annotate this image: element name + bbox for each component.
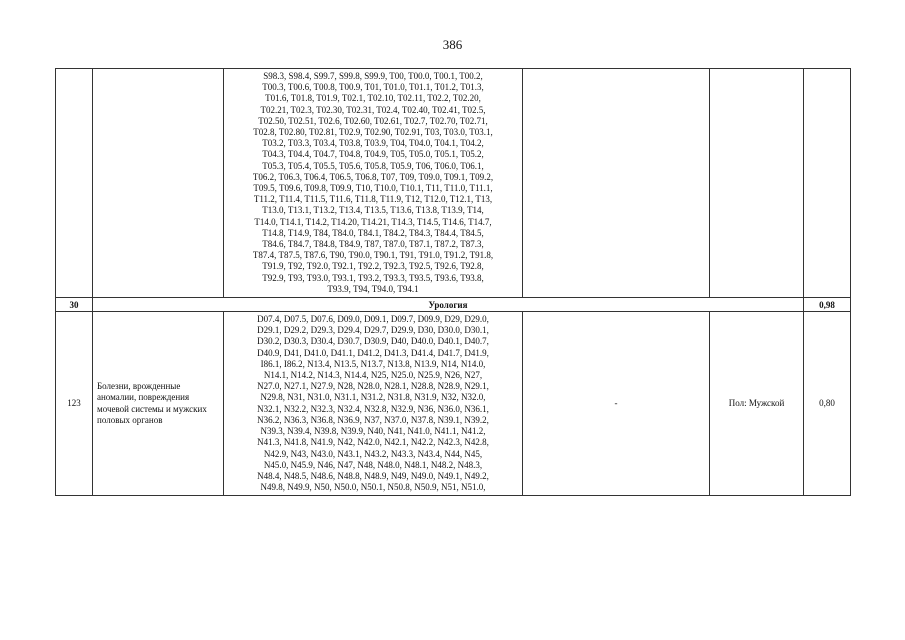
codes-line: T02.8, T02.80, T02.81, T02.9, T02.90, T02.91, T03, T03.0, T03.1, <box>253 127 493 138</box>
section-coefficient: 0,98 <box>804 298 851 312</box>
page-number: 386 <box>442 37 463 52</box>
codes-line: N45.0, N45.9, N46, N47, N48, N48.0, N48.1, N48.2, N48.3, <box>263 459 483 470</box>
disease-name: Болезни, врожденные аномалии, повреждения мочевой системы и мужских половых органов <box>93 312 224 496</box>
codes-line: T09.5, T09.6, T09.8, T09.9, T10, T10.0, T10.1, T11, T11.0, T11.1, <box>253 183 493 194</box>
codes-line: S98.3, S98.4, S99.7, S99.8, S99.9, T00, T00.0, T00.1, T00.2, <box>263 71 483 81</box>
codes-line: T06.2, T06.3, T06.4, T06.5, T06.8, T07, T09, T09.0, T09.1, T09.2, <box>252 171 494 182</box>
codes-line: I86.1, I86.2, N13.4, N13.5, N13.7, N13.8, N13.9, N14, N14.0, <box>260 358 486 369</box>
codes-line: T87.4, T87.5, T87.6, T90, T90.0, T90.1, T91, T91.0, T91.2, T91.8, <box>252 250 494 261</box>
codes-line: N39.3, N39.4, N39.8, N39.9, N40, N41, N41.0, N41.1, N41.2, <box>260 426 486 437</box>
codes-line: T92.9, T93, T93.0, T93.1, T93.2, T93.3, T93.5, T93.6, T93.8, <box>262 272 484 283</box>
codes-line: N27.0, N27.1, N27.9, N28, N28.0, N28.1, N28.8, N28.9, N29.1, <box>257 381 489 392</box>
codes-line: D29.1, D29.2, D29.3, D29.4, D29.7, D29.9, D30, D30.0, D30.1, <box>257 325 489 336</box>
ksg-table <box>55 68 851 496</box>
codes-line: N48.4, N48.5, N48.6, N48.8, N48.9, N49, N49.0, N49.1, N49.2, <box>257 470 489 481</box>
codes-line: T93.9, T94, T94.0, T94.1 <box>327 283 419 294</box>
operations-value: - <box>523 312 710 496</box>
codes-line: T01.6, T01.8, T01.9, T02.1, T02.10, T02.11, T02.2, T02.20, <box>265 93 481 104</box>
codes-line: T91.9, T92, T92.0, T92.1, T92.2, T92.3, T92.5, T92.6, T92.8, <box>262 261 484 272</box>
number-cell <box>56 69 93 298</box>
codes-line: N42.9, N43, N43.0, N43.1, N43.2, N43.3, N43.4, N44, N45, <box>263 448 483 459</box>
operations-cell <box>523 69 710 298</box>
section-row <box>56 298 851 312</box>
codes-line: D07.4, D07.5, D07.6, D09.0, D09.1, D09.7, D09.9, D29, D29.0, <box>257 314 489 325</box>
codes-line: D30.2, D30.3, D30.4, D30.7, D30.9, D40, D40.0, D40.1, D40.7, <box>257 336 489 347</box>
codes-line: T04.3, T04.4, T04.7, T04.8, T04.9, T05, T05.0, T05.1, T05.2, <box>262 149 484 160</box>
codes-line: N14.1, N14.2, N14.3, N14.4, N25, N25.0, N25.9, N26, N27, <box>263 370 483 381</box>
section-title: Урология <box>93 298 804 312</box>
codes-line: T03.2, T03.3, T03.4, T03.8, T03.9, T04, T04.0, T04.1, T04.2, <box>262 138 484 149</box>
continuation-row <box>56 69 851 298</box>
codes-line: N41.3, N41.8, N41.9, N42, N42.0, N42.1, N42.2, N42.3, N42.8, <box>257 437 489 448</box>
codes-line: T84.6, T84.7, T84.8, T84.9, T87, T87.0, T87.1, T87.2, T87.3, <box>262 239 484 250</box>
criteria-value: Пол: Мужской <box>710 312 804 496</box>
coefficient-value: 0,80 <box>804 312 851 496</box>
disease-cell <box>93 69 224 298</box>
codes-line: T11.2, T11.4, T11.5, T11.6, T11.8, T11.9, T12, T12.0, T12.1, T13, <box>253 194 493 205</box>
codes-line: N32.1, N32.2, N32.3, N32.4, N32.8, N32.9, N36, N36.0, N36.1, <box>257 403 489 414</box>
criteria-cell <box>710 69 804 298</box>
codes-line: T14.8, T14.9, T84, T84.0, T84.1, T84.2, T84.3, T84.4, T84.5, <box>262 227 484 238</box>
codes-list <box>227 71 519 295</box>
codes-line: N29.8, N31, N31.0, N31.1, N31.2, N31.8, N31.9, N32, N32.0, <box>260 392 486 403</box>
codes-line: T05.3, T05.4, T05.5, T05.6, T05.8, T05.9, T06, T06.0, T06.1, <box>262 160 484 171</box>
row-number: 123 <box>56 312 93 496</box>
codes-line: T13.0, T13.1, T13.2, T13.4, T13.5, T13.6, T13.8, T13.9, T14, <box>262 205 484 216</box>
section-number: 30 <box>56 298 93 312</box>
codes-list <box>227 314 519 493</box>
codes-line: T14.0, T14.1, T14.2, T14.20, T14.21, T14.3, T14.5, T14.6, T14.7, <box>254 216 492 227</box>
codes-line: N36.2, N36.3, N36.8, N36.9, N37, N37.0, N37.8, N39.1, N39.2, <box>257 414 489 425</box>
codes-cell <box>224 312 523 496</box>
codes-line: T00.3, T00.6, T00.8, T00.9, T01, T01.0, T01.1, T01.2, T01.3, <box>262 82 484 93</box>
codes-line: D40.9, D41, D41.0, D41.1, D41.2, D41.3, D41.4, D41.7, D41.9, <box>257 347 489 358</box>
codes-line: T02.21, T02.3, T02.30, T02.31, T02.4, T02.40, T02.41, T02.5, <box>260 104 486 115</box>
codes-cell <box>224 69 523 298</box>
codes-line: N49.8, N49.9, N50, N50.0, N50.1, N50.8, N50.9, N51, N51.0, <box>260 482 486 493</box>
table-row <box>56 312 851 496</box>
coefficient-cell <box>804 69 851 298</box>
codes-line: T02.50, T02.51, T02.6, T02.60, T02.61, T02.7, T02.70, T02.71, <box>258 115 488 126</box>
